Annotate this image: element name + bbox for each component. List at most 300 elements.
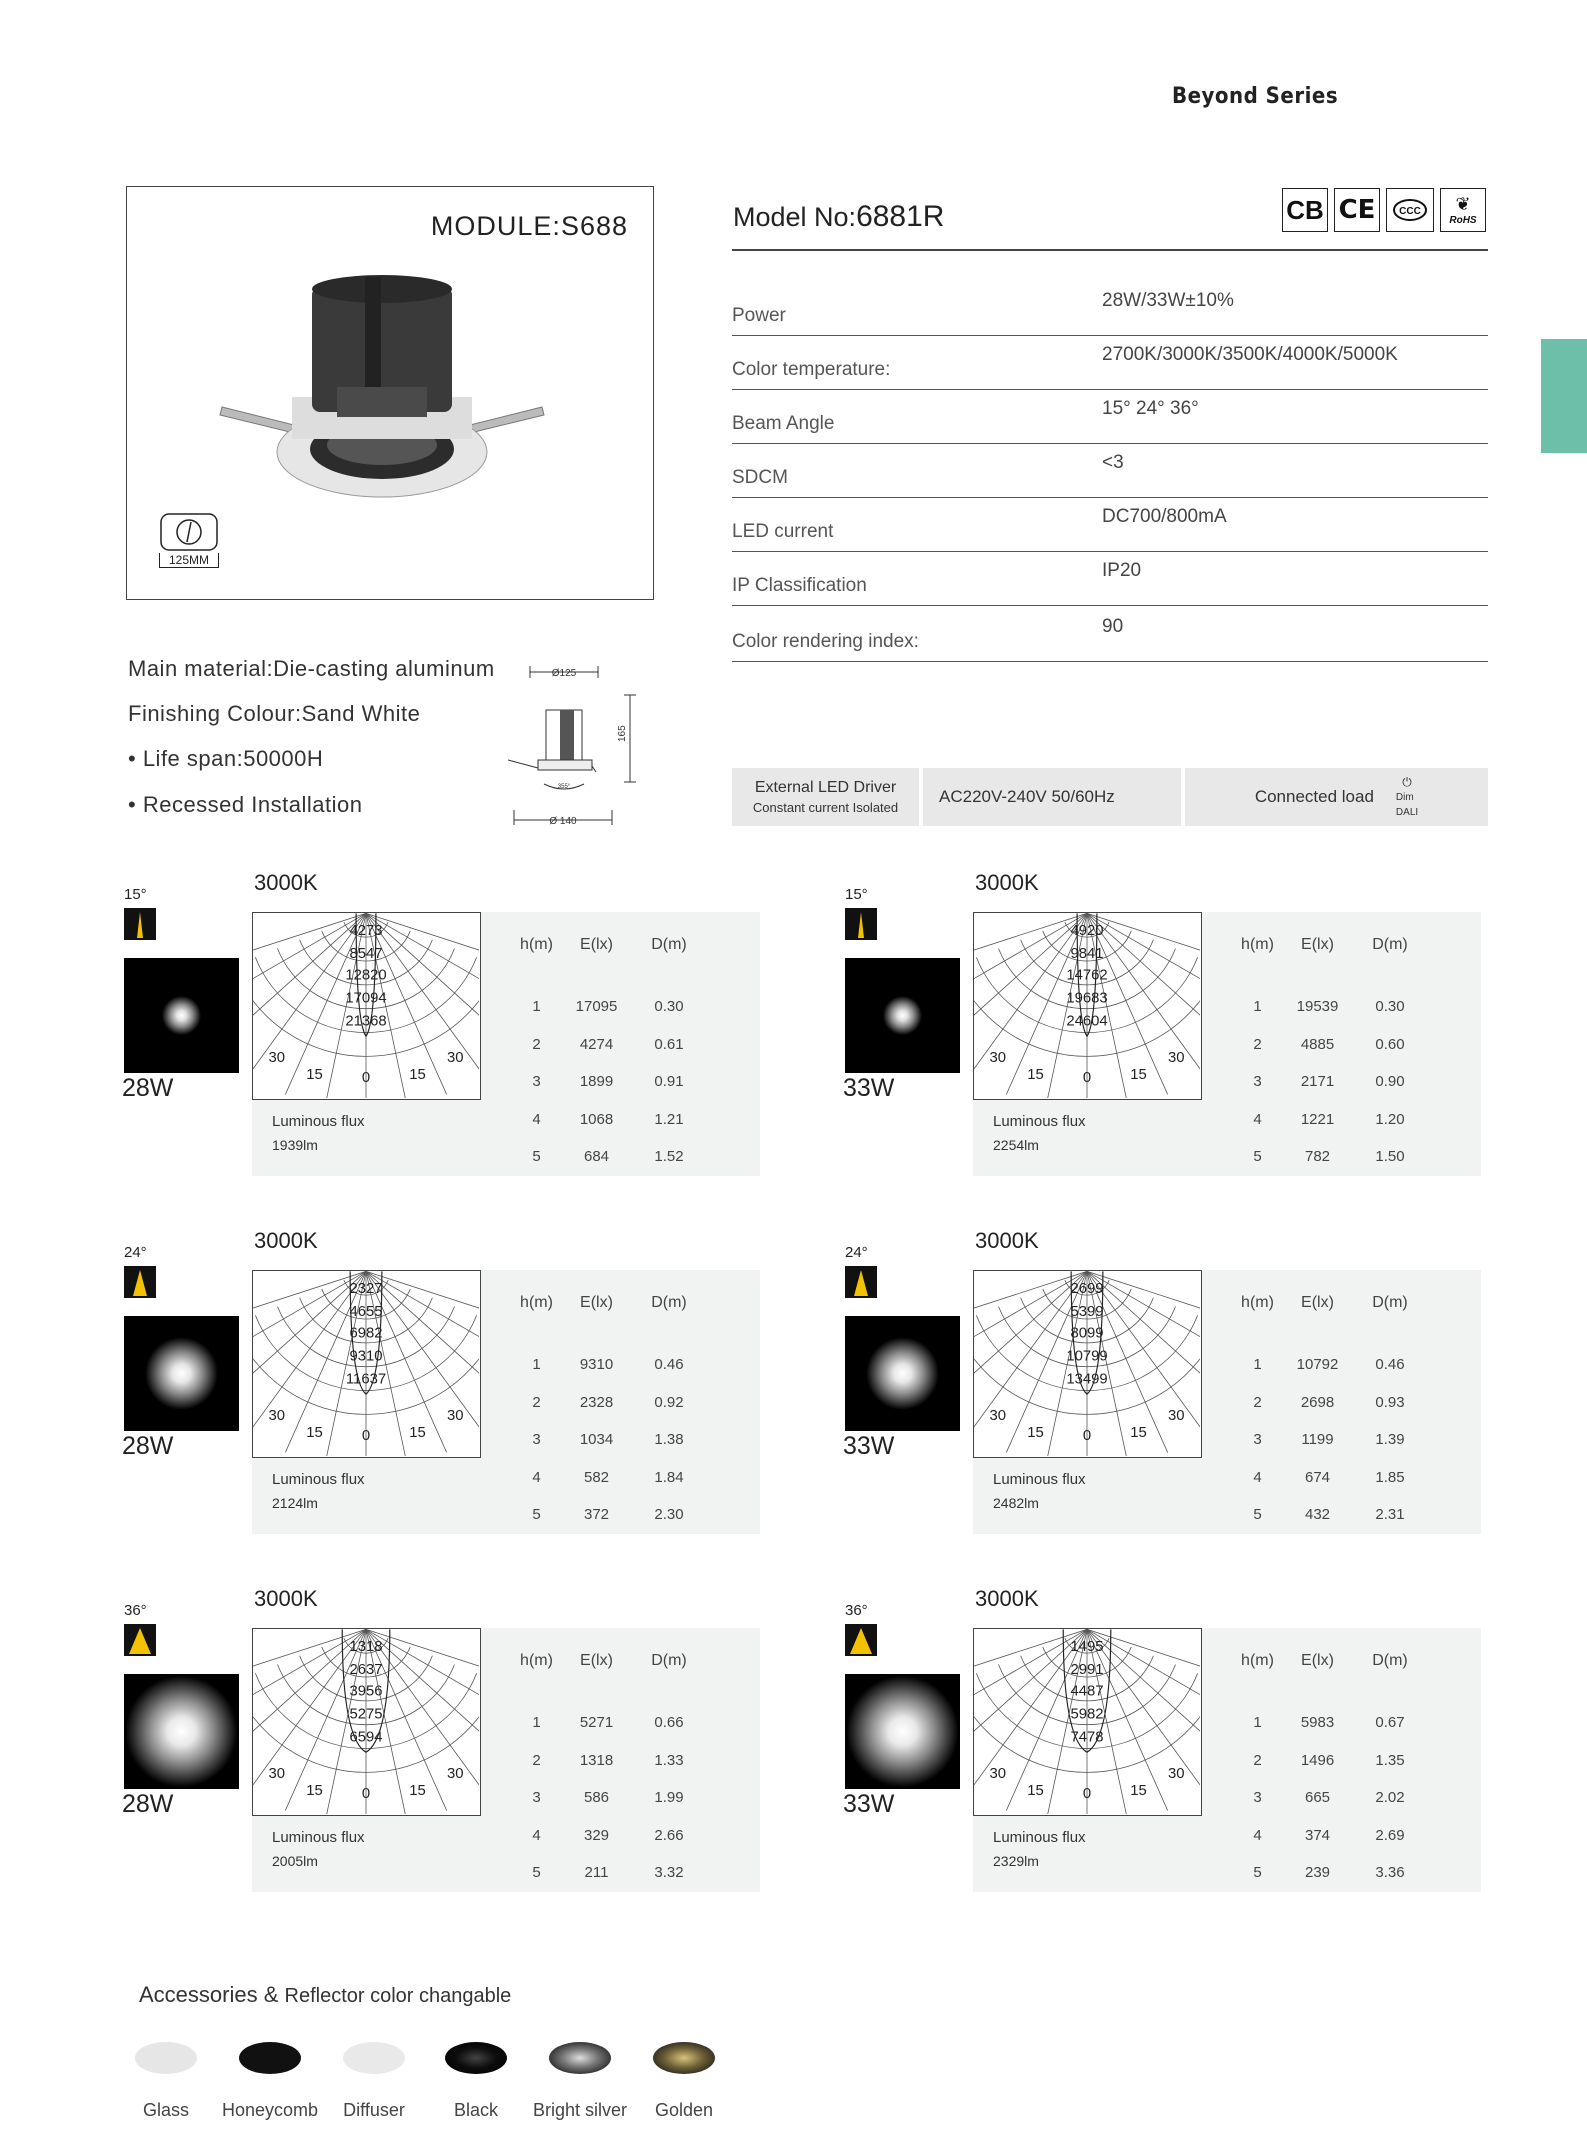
dim-bottom-label: Ø 140 <box>549 816 577 827</box>
candela-label: 19683 <box>1066 990 1108 1007</box>
polar-axis-label: 15 <box>1130 1782 1147 1799</box>
candela-label: 2637 <box>349 1661 383 1678</box>
candela-label: 4487 <box>1070 1683 1104 1700</box>
light-spot-image <box>845 958 960 1073</box>
illuminance-cell: 1221 <box>1300 1110 1335 1128</box>
col-h-header: h(m) <box>1241 1294 1274 1311</box>
illuminance-cell: 4274 <box>579 1035 614 1053</box>
col-d-header: D(m) <box>651 936 687 953</box>
spec-value: 2700K/3000K/3500K/4000K/5000K <box>1102 344 1398 365</box>
spec-label: Beam Angle <box>732 413 835 434</box>
polar-axis-label: 15 <box>409 1782 426 1799</box>
spec-value: 90 <box>1102 616 1124 637</box>
power-icon: ⏻ <box>1402 774 1412 789</box>
driver-type-cell <box>732 768 919 826</box>
candela-label: 5275 <box>349 1706 383 1723</box>
polar-axis-label: 0 <box>1082 1069 1092 1086</box>
polar-axis-label: 0 <box>361 1427 371 1444</box>
spec-label: LED current <box>732 521 834 542</box>
accessory-label: Honeycomb <box>221 2100 319 2120</box>
polar-chart <box>253 913 479 1098</box>
accessory-item <box>525 2042 635 2121</box>
height-cell: 2 <box>532 1035 541 1053</box>
polar-axis-label: 15 <box>1130 1424 1147 1441</box>
photometric-panel <box>845 870 1505 1202</box>
beam-angle-icon <box>845 908 877 940</box>
col-h-header: h(m) <box>520 1294 553 1311</box>
spec-value: IP20 <box>1102 560 1142 581</box>
connected-load-cell <box>1185 768 1488 826</box>
module-label: MODULE:S688 <box>430 211 628 241</box>
candela-label: 10799 <box>1066 1348 1108 1365</box>
flux-label: Luminous flux <box>993 1471 1086 1488</box>
height-cell: 3 <box>1253 1789 1262 1807</box>
diameter-cell: 1.52 <box>654 1148 684 1166</box>
polar-light-distribution <box>973 1628 1202 1816</box>
accessory-label: Diffuser <box>343 2100 405 2120</box>
diameter-cell: 1.38 <box>654 1431 684 1449</box>
candela-label: 17094 <box>345 990 387 1007</box>
luminous-flux <box>272 1826 365 1872</box>
polar-axis-label: 30 <box>1167 1408 1185 1424</box>
light-spot-image <box>845 1316 960 1431</box>
illuminance-cell: 4885 <box>1300 1035 1335 1053</box>
accessory-label: Glass <box>142 2100 189 2120</box>
wattage-label: 28W <box>122 1790 174 1818</box>
col-h-header: h(m) <box>520 1652 553 1669</box>
accessories-title-main: Accessories & <box>139 1982 285 2007</box>
photometric-panel <box>845 1228 1505 1560</box>
model-label: Model No: <box>733 202 857 232</box>
col-d-header: D(m) <box>651 1294 687 1311</box>
candela-label: 8099 <box>1070 1325 1104 1342</box>
table-header <box>514 934 704 988</box>
product-image-box <box>126 186 654 600</box>
table-row <box>1235 1779 1425 1817</box>
spec-value: 28W/33W±10% <box>1102 290 1234 311</box>
illuminance-cell: 1899 <box>579 1073 614 1091</box>
height-cell: 2 <box>532 1393 541 1411</box>
cb-cert-icon: CB <box>1282 188 1328 232</box>
spec-row <box>732 608 1488 662</box>
wattage-label: 33W <box>843 1074 895 1102</box>
illuminance-cell: 1034 <box>579 1431 614 1449</box>
beam-angle-icon <box>124 1266 156 1298</box>
spec-row <box>732 282 1488 336</box>
spec-label: IP Classification <box>732 575 867 596</box>
dim-rotate-label: 355° <box>557 784 571 790</box>
col-e-header: E(lx) <box>580 936 613 953</box>
beam-angle-icon <box>845 1624 877 1656</box>
spec-value: DC700/800mA <box>1102 506 1227 527</box>
diameter-cell: 0.60 <box>1375 1035 1405 1053</box>
driver-info-row <box>732 768 1488 826</box>
polar-axis-label: 30 <box>268 1050 286 1066</box>
candela-label: 14762 <box>1066 967 1108 984</box>
col-e-header: E(lx) <box>1301 1294 1334 1311</box>
flux-value: 2005lm <box>272 1853 318 1869</box>
table-header <box>514 1650 704 1704</box>
flux-label: Luminous flux <box>993 1113 1086 1130</box>
cct-title: 3000K <box>254 870 318 895</box>
illuminance-table <box>1235 1292 1425 1534</box>
flux-value: 2482lm <box>993 1495 1039 1511</box>
height-cell: 4 <box>532 1826 541 1844</box>
illuminance-cell: 239 <box>1304 1864 1331 1882</box>
height-cell: 1 <box>1253 998 1262 1016</box>
luminous-flux <box>272 1468 365 1514</box>
cct-title: 3000K <box>254 1586 318 1611</box>
light-spot-image <box>124 958 239 1073</box>
table-row <box>514 1026 704 1064</box>
illuminance-cell: 1199 <box>1301 1431 1334 1449</box>
dim-top-label: Ø125 <box>551 668 577 679</box>
height-cell: 5 <box>532 1864 541 1882</box>
polar-axis-label: 0 <box>1082 1785 1092 1802</box>
finish-text: Finishing Colour:Sand White <box>128 701 421 726</box>
diameter-cell: 0.93 <box>1375 1393 1405 1411</box>
diameter-cell: 0.30 <box>654 998 684 1016</box>
illuminance-table <box>1235 1650 1425 1892</box>
ce-cert-icon: CE <box>1334 188 1380 232</box>
photometric-panel <box>124 1586 784 1918</box>
polar-axis-label: 15 <box>306 1782 323 1799</box>
luminous-flux <box>993 1468 1086 1514</box>
polar-axis-label: 15 <box>409 1424 426 1441</box>
candela-label: 24604 <box>1066 1013 1108 1030</box>
polar-light-distribution <box>973 1270 1202 1458</box>
diameter-cell: 1.50 <box>1375 1148 1405 1166</box>
light-spot-image <box>124 1674 239 1789</box>
beam-angle-label: 24° <box>124 1244 147 1261</box>
lifespan-text: • Life span:50000H <box>128 746 324 771</box>
polar-axis-label: 30 <box>989 1766 1007 1782</box>
col-d-header: D(m) <box>651 1652 687 1669</box>
table-row <box>1235 988 1425 1026</box>
illuminance-cell: 1496 <box>1300 1751 1335 1769</box>
spec-label: Power <box>732 305 786 326</box>
col-h-header: h(m) <box>1241 936 1274 953</box>
diameter-cell: 0.66 <box>654 1714 684 1732</box>
accessory-item <box>421 2042 531 2121</box>
table-row <box>1235 1854 1425 1892</box>
diameter-cell: 1.33 <box>654 1751 684 1769</box>
illuminance-cell: 9310 <box>579 1356 614 1374</box>
side-tab-marker <box>1541 339 1587 453</box>
polar-axis-label: 0 <box>361 1069 371 1086</box>
table-header <box>1235 1650 1425 1704</box>
col-h-header: h(m) <box>520 936 553 953</box>
candela-label: 11637 <box>345 1371 387 1388</box>
table-row <box>1235 1101 1425 1139</box>
flux-label: Luminous flux <box>993 1829 1086 1846</box>
accessories-title-sub: Reflector color changable <box>284 1985 512 2007</box>
candela-label: 7478 <box>1070 1729 1104 1746</box>
illuminance-cell: 17095 <box>575 998 618 1016</box>
height-cell: 3 <box>1253 1073 1262 1091</box>
spec-row <box>732 390 1488 444</box>
wattage-label: 28W <box>122 1432 174 1460</box>
col-e-header: E(lx) <box>1301 1652 1334 1669</box>
col-e-header: E(lx) <box>1301 936 1334 953</box>
height-cell: 3 <box>532 1789 541 1807</box>
candela-label: 8547 <box>349 945 383 962</box>
table-row <box>514 988 704 1026</box>
candela-label: 9310 <box>349 1348 383 1365</box>
diameter-cell: 2.02 <box>1375 1789 1405 1807</box>
diameter-cell: 2.31 <box>1375 1506 1405 1524</box>
luminous-flux <box>272 1110 365 1156</box>
dim-height-label: 165 <box>617 725 628 742</box>
illuminance-cell: 665 <box>1304 1789 1331 1807</box>
spec-row <box>732 498 1488 552</box>
diameter-cell: 1.85 <box>1375 1468 1405 1486</box>
illuminance-table <box>514 1292 704 1534</box>
height-cell: 5 <box>532 1506 541 1524</box>
table-row <box>1235 1742 1425 1780</box>
height-cell: 4 <box>532 1468 541 1486</box>
spec-label: SDCM <box>732 467 788 488</box>
cutout-badge <box>159 512 219 570</box>
candela-label: 12820 <box>345 967 387 984</box>
driver-subtitle: Constant current Isolated <box>752 800 899 816</box>
accessory-label: Golden <box>654 2100 714 2120</box>
table-row <box>1235 1704 1425 1742</box>
illuminance-cell: 432 <box>1304 1506 1331 1524</box>
candela-label: 1318 <box>349 1639 383 1656</box>
polar-chart <box>974 1629 1200 1814</box>
driver-title: External LED Driver <box>754 779 897 797</box>
height-cell: 1 <box>532 998 541 1016</box>
height-cell: 2 <box>532 1751 541 1769</box>
candela-label: 9841 <box>1070 945 1104 962</box>
height-cell: 1 <box>532 1714 541 1732</box>
illuminance-cell: 2171 <box>1300 1073 1335 1091</box>
table-row <box>514 1854 704 1892</box>
diameter-cell: 2.66 <box>654 1826 684 1844</box>
polar-chart <box>253 1271 479 1456</box>
table-row <box>1235 1817 1425 1855</box>
illuminance-cell: 374 <box>1304 1826 1331 1844</box>
polar-axis-label: 30 <box>268 1408 286 1424</box>
table-row <box>514 1063 704 1101</box>
flux-label: Luminous flux <box>272 1113 365 1130</box>
flux-label: Luminous flux <box>272 1829 365 1846</box>
beam-angle-label: 15° <box>124 886 147 903</box>
illuminance-table <box>514 1650 704 1892</box>
col-h-header: h(m) <box>1241 1652 1274 1669</box>
height-cell: 5 <box>532 1148 541 1166</box>
driver-voltage-cell: AC220V-240V 50/60Hz <box>923 768 1181 826</box>
spec-row <box>732 552 1488 606</box>
table-header <box>1235 1292 1425 1346</box>
candela-label: 4273 <box>349 923 383 940</box>
polar-axis-label: 30 <box>989 1050 1007 1066</box>
photometric-panel <box>124 1228 784 1560</box>
height-cell: 1 <box>532 1356 541 1374</box>
diameter-cell: 2.30 <box>654 1506 684 1524</box>
illuminance-table <box>1235 934 1425 1176</box>
diameter-cell: 0.92 <box>654 1393 684 1411</box>
beam-angle-icon <box>845 1266 877 1298</box>
beam-angle-label: 36° <box>845 1602 868 1619</box>
table-row <box>1235 1026 1425 1064</box>
candela-label: 6594 <box>349 1729 383 1746</box>
reflector-swatch <box>135 2042 197 2074</box>
cct-title: 3000K <box>975 870 1039 895</box>
wattage-label: 33W <box>843 1432 895 1460</box>
diameter-cell: 0.46 <box>1375 1356 1405 1374</box>
candela-label: 6982 <box>349 1325 383 1342</box>
polar-axis-label: 15 <box>409 1066 426 1083</box>
cct-title: 3000K <box>254 1228 318 1253</box>
beam-angle-label: 36° <box>124 1602 147 1619</box>
table-row <box>1235 1063 1425 1101</box>
reflector-swatch <box>239 2042 301 2074</box>
polar-axis-label: 30 <box>446 1050 464 1066</box>
candela-label: 2991 <box>1070 1661 1104 1678</box>
diameter-cell: 1.21 <box>654 1110 684 1128</box>
height-cell: 2 <box>1253 1751 1262 1769</box>
candela-label: 13499 <box>1066 1371 1108 1388</box>
ccc-cert-icon <box>1386 188 1434 232</box>
reflector-swatch <box>653 2042 715 2074</box>
beam-angle-label: 24° <box>845 1244 868 1261</box>
height-cell: 5 <box>1253 1506 1262 1524</box>
cutout-icon <box>159 512 219 552</box>
col-d-header: D(m) <box>1372 1652 1408 1669</box>
polar-axis-label: 0 <box>361 1785 371 1802</box>
table-row <box>1235 1346 1425 1384</box>
model-divider <box>732 249 1488 251</box>
candela-label: 4920 <box>1070 923 1104 940</box>
polar-axis-label: 15 <box>1027 1424 1044 1441</box>
illuminance-cell: 586 <box>583 1789 610 1807</box>
diameter-cell: 1.20 <box>1375 1110 1405 1128</box>
material-text: Main material:Die-casting aluminum <box>128 656 495 681</box>
illuminance-cell: 2698 <box>1300 1393 1335 1411</box>
connected-load-label: Connected load <box>1254 787 1374 806</box>
spec-row <box>732 336 1488 390</box>
height-cell: 4 <box>1253 1468 1262 1486</box>
illuminance-cell: 211 <box>584 1864 609 1882</box>
light-spot-image <box>845 1674 960 1789</box>
illuminance-cell: 1318 <box>579 1751 614 1769</box>
polar-axis-label: 15 <box>306 1066 323 1083</box>
candela-label: 21368 <box>345 1013 387 1030</box>
accessory-item <box>111 2042 221 2121</box>
diameter-cell: 3.36 <box>1375 1864 1405 1882</box>
candela-label: 2699 <box>1070 1281 1104 1298</box>
candela-label: 5982 <box>1070 1706 1104 1723</box>
diameter-cell: 0.90 <box>1375 1073 1405 1091</box>
accessory-label: Black <box>453 2100 498 2120</box>
table-row <box>1235 1496 1425 1534</box>
flux-value: 2329lm <box>993 1853 1039 1869</box>
col-d-header: D(m) <box>1372 936 1408 953</box>
polar-light-distribution <box>252 1270 481 1458</box>
accessory-item <box>215 2042 325 2121</box>
accessories-title <box>139 1982 511 2008</box>
polar-axis-label: 15 <box>306 1424 323 1441</box>
flux-label: Luminous flux <box>272 1471 365 1488</box>
candela-label: 2327 <box>349 1281 383 1298</box>
accessory-item <box>319 2042 429 2121</box>
height-cell: 4 <box>532 1110 541 1128</box>
model-number <box>733 200 944 234</box>
light-spot-image <box>124 1316 239 1431</box>
polar-axis-label: 30 <box>989 1408 1007 1424</box>
table-row <box>514 1138 704 1176</box>
height-cell: 2 <box>1253 1035 1262 1053</box>
table-row <box>514 1704 704 1742</box>
cutout-label: 125MM <box>159 553 219 568</box>
candela-label: 5399 <box>1070 1303 1104 1320</box>
wattage-label: 28W <box>122 1074 174 1102</box>
height-cell: 1 <box>1253 1714 1262 1732</box>
luminous-flux <box>993 1110 1086 1156</box>
polar-axis-label: 30 <box>446 1408 464 1424</box>
table-row <box>514 1101 704 1139</box>
cct-title: 3000K <box>975 1228 1039 1253</box>
diameter-cell: 3.32 <box>654 1864 684 1882</box>
diameter-cell: 0.91 <box>654 1073 684 1091</box>
col-d-header: D(m) <box>1372 1294 1408 1311</box>
polar-chart <box>253 1629 479 1814</box>
dimension-drawing <box>500 660 650 830</box>
polar-axis-label: 0 <box>1082 1427 1092 1444</box>
illuminance-cell: 10792 <box>1296 1356 1339 1374</box>
polar-axis-label: 15 <box>1130 1066 1147 1083</box>
illuminance-cell: 684 <box>583 1148 610 1166</box>
cct-title: 3000K <box>975 1586 1039 1611</box>
diameter-cell: 1.84 <box>654 1468 684 1486</box>
reflector-swatch <box>445 2042 507 2074</box>
illuminance-cell: 1068 <box>579 1110 614 1128</box>
polar-axis-label: 15 <box>1027 1066 1044 1083</box>
spec-label: Color temperature: <box>732 359 891 380</box>
illuminance-cell: 5983 <box>1300 1714 1335 1732</box>
col-e-header: E(lx) <box>580 1652 613 1669</box>
table-row <box>514 1742 704 1780</box>
dali-label: DALI <box>1395 806 1419 818</box>
series-title: Beyond Series <box>1172 84 1339 109</box>
height-cell: 5 <box>1253 1864 1262 1882</box>
flux-value: 1939lm <box>272 1137 318 1153</box>
col-e-header: E(lx) <box>580 1294 613 1311</box>
height-cell: 2 <box>1253 1393 1262 1411</box>
height-cell: 3 <box>532 1431 541 1449</box>
diameter-cell: 0.30 <box>1375 998 1405 1016</box>
installation-text: • Recessed Installation <box>128 792 363 817</box>
height-cell: 4 <box>1253 1110 1262 1128</box>
table-row <box>514 1459 704 1497</box>
illuminance-cell: 19539 <box>1296 998 1339 1016</box>
table-row <box>514 1384 704 1422</box>
photometric-panel <box>845 1586 1505 1918</box>
diameter-cell: 2.69 <box>1375 1826 1405 1844</box>
reflector-swatch <box>343 2042 405 2074</box>
beam-angle-icon <box>124 1624 156 1656</box>
table-row <box>514 1817 704 1855</box>
wattage-label: 33W <box>843 1790 895 1818</box>
diameter-cell: 1.39 <box>1375 1431 1405 1449</box>
rohs-text: RoHS <box>1449 215 1477 226</box>
certification-logos <box>1282 188 1486 232</box>
polar-axis-label: 30 <box>1167 1050 1185 1066</box>
ccc-text: CCC <box>1399 206 1421 217</box>
polar-chart <box>974 1271 1200 1456</box>
